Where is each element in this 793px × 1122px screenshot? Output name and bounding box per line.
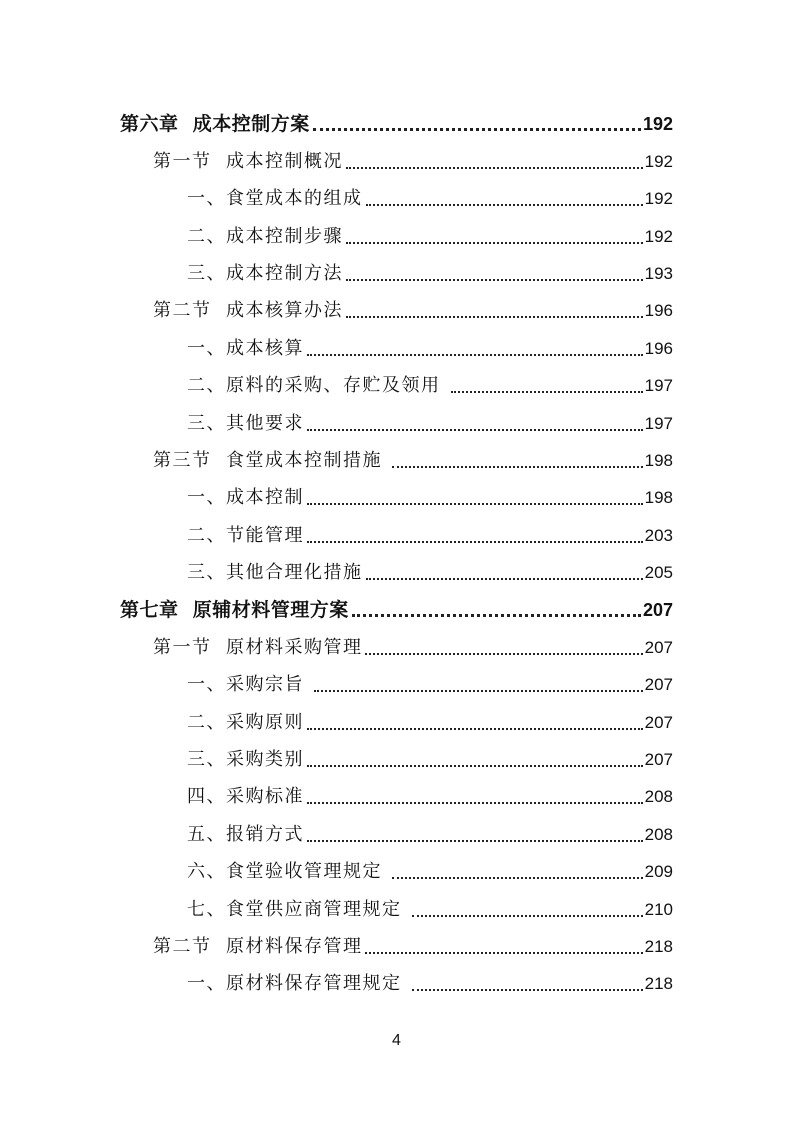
toc-entry-page: 197	[644, 413, 673, 433]
toc-item-entry	[0, 324, 793, 361]
toc-dot-leader	[346, 316, 643, 318]
toc-entry-title: 第二节 成本核算办法	[153, 300, 343, 322]
toc-item-entry	[0, 212, 793, 249]
toc-entry-page: 207	[642, 600, 673, 621]
toc-item-entry	[0, 698, 793, 735]
toc-item-entry	[0, 885, 793, 922]
toc-entry-title: 二、成本控制步骤	[187, 225, 343, 247]
toc-dot-leader	[307, 728, 643, 730]
toc-entry-page: 208	[644, 824, 673, 844]
toc-entry-page: 207	[644, 712, 673, 732]
toc-entry-page: 192	[644, 226, 673, 246]
toc-item-entry	[0, 250, 793, 287]
toc-dot-leader	[307, 802, 643, 804]
toc-entry-page: 192	[642, 114, 673, 135]
toc-dot-leader	[307, 354, 643, 356]
toc-chapter-entry	[0, 586, 793, 623]
toc-entry-title: 一、采购宗旨	[187, 674, 312, 696]
toc-entry-title: 五、报销方式	[187, 823, 304, 845]
toc-item-entry	[0, 362, 793, 399]
toc-entry-title: 一、食堂成本的组成	[187, 188, 363, 210]
table-of-contents	[0, 100, 793, 997]
toc-entry-page: 205	[644, 563, 673, 583]
toc-item-entry	[0, 661, 793, 698]
toc-entry-title: 第三节 食堂成本控制措施	[153, 449, 390, 471]
toc-entry-title: 六、食堂验收管理规定	[187, 861, 390, 883]
toc-dot-leader	[366, 578, 643, 580]
toc-entry-title: 四、采购标准	[187, 786, 304, 808]
toc-entry-title: 第七章 原辅材料管理方案	[120, 599, 349, 622]
toc-entry-title: 一、成本核算	[187, 337, 304, 359]
toc-dot-leader	[352, 614, 641, 617]
toc-item-entry	[0, 511, 793, 548]
toc-entry-title: 二、采购原则	[187, 711, 304, 733]
toc-dot-leader	[307, 765, 643, 767]
toc-dot-leader	[365, 653, 642, 655]
toc-section-entry	[0, 137, 793, 174]
toc-entry-page: 196	[644, 338, 673, 358]
toc-dot-leader	[412, 915, 643, 917]
toc-entry-page: 218	[644, 974, 673, 994]
toc-item-entry	[0, 474, 793, 511]
toc-dot-leader	[346, 242, 643, 244]
toc-entry-page: 197	[644, 376, 673, 396]
toc-entry-title: 二、原料的采购、存贮及领用	[187, 375, 448, 397]
toc-dot-leader	[346, 167, 643, 169]
toc-entry-page: 207	[644, 637, 673, 657]
toc-item-entry	[0, 736, 793, 773]
toc-item-entry	[0, 175, 793, 212]
toc-item-entry	[0, 848, 793, 885]
toc-entry-page: 193	[644, 263, 673, 283]
toc-dot-leader	[392, 877, 642, 879]
toc-section-entry	[0, 923, 793, 960]
toc-entry-title: 一、原材料保存管理规定	[187, 973, 409, 995]
toc-entry-page: 207	[644, 750, 673, 770]
toc-entry-title: 三、其他合理化措施	[187, 562, 363, 584]
toc-dot-leader	[392, 466, 642, 468]
toc-dot-leader	[346, 279, 643, 281]
toc-entry-title: 第二节 原材料保存管理	[153, 935, 363, 957]
toc-entry-title: 第六章 成本控制方案	[120, 113, 310, 136]
page-number: 4	[392, 1032, 401, 1049]
toc-entry-title: 三、采购类别	[187, 749, 304, 771]
toc-entry-title: 七、食堂供应商管理规定	[187, 898, 409, 920]
toc-item-entry	[0, 399, 793, 436]
toc-entry-page: 198	[644, 488, 673, 508]
toc-entry-page: 209	[644, 862, 673, 882]
toc-entry-page: 208	[644, 787, 673, 807]
toc-entry-page: 218	[644, 936, 673, 956]
toc-section-entry	[0, 437, 793, 474]
toc-entry-title: 二、节能管理	[187, 524, 304, 546]
toc-section-entry	[0, 623, 793, 660]
toc-dot-leader	[307, 541, 643, 543]
toc-section-entry	[0, 287, 793, 324]
toc-entry-title: 三、成本控制方法	[187, 262, 343, 284]
toc-entry-page: 192	[644, 151, 673, 171]
toc-dot-leader	[451, 391, 643, 393]
toc-dot-leader	[366, 204, 643, 206]
toc-item-entry	[0, 960, 793, 997]
toc-entry-title: 第一节 原材料采购管理	[153, 636, 363, 658]
toc-item-entry	[0, 773, 793, 810]
toc-entry-title: 一、成本控制	[187, 487, 304, 509]
toc-entry-title: 第一节 成本控制概况	[153, 150, 343, 172]
toc-entry-title: 三、其他要求	[187, 412, 304, 434]
toc-dot-leader	[307, 503, 643, 505]
toc-entry-page: 196	[644, 301, 673, 321]
toc-dot-leader	[307, 429, 643, 431]
toc-dot-leader	[365, 952, 642, 954]
toc-dot-leader	[307, 840, 643, 842]
toc-entry-page: 210	[644, 899, 673, 919]
toc-entry-page: 192	[644, 189, 673, 209]
toc-dot-leader	[313, 128, 641, 131]
toc-entry-page: 207	[644, 675, 673, 695]
toc-chapter-entry	[0, 100, 793, 137]
toc-dot-leader	[314, 690, 642, 692]
toc-dot-leader	[412, 989, 643, 991]
toc-item-entry	[0, 549, 793, 586]
toc-entry-page: 198	[644, 450, 673, 470]
toc-item-entry	[0, 810, 793, 847]
toc-entry-page: 203	[644, 525, 673, 545]
